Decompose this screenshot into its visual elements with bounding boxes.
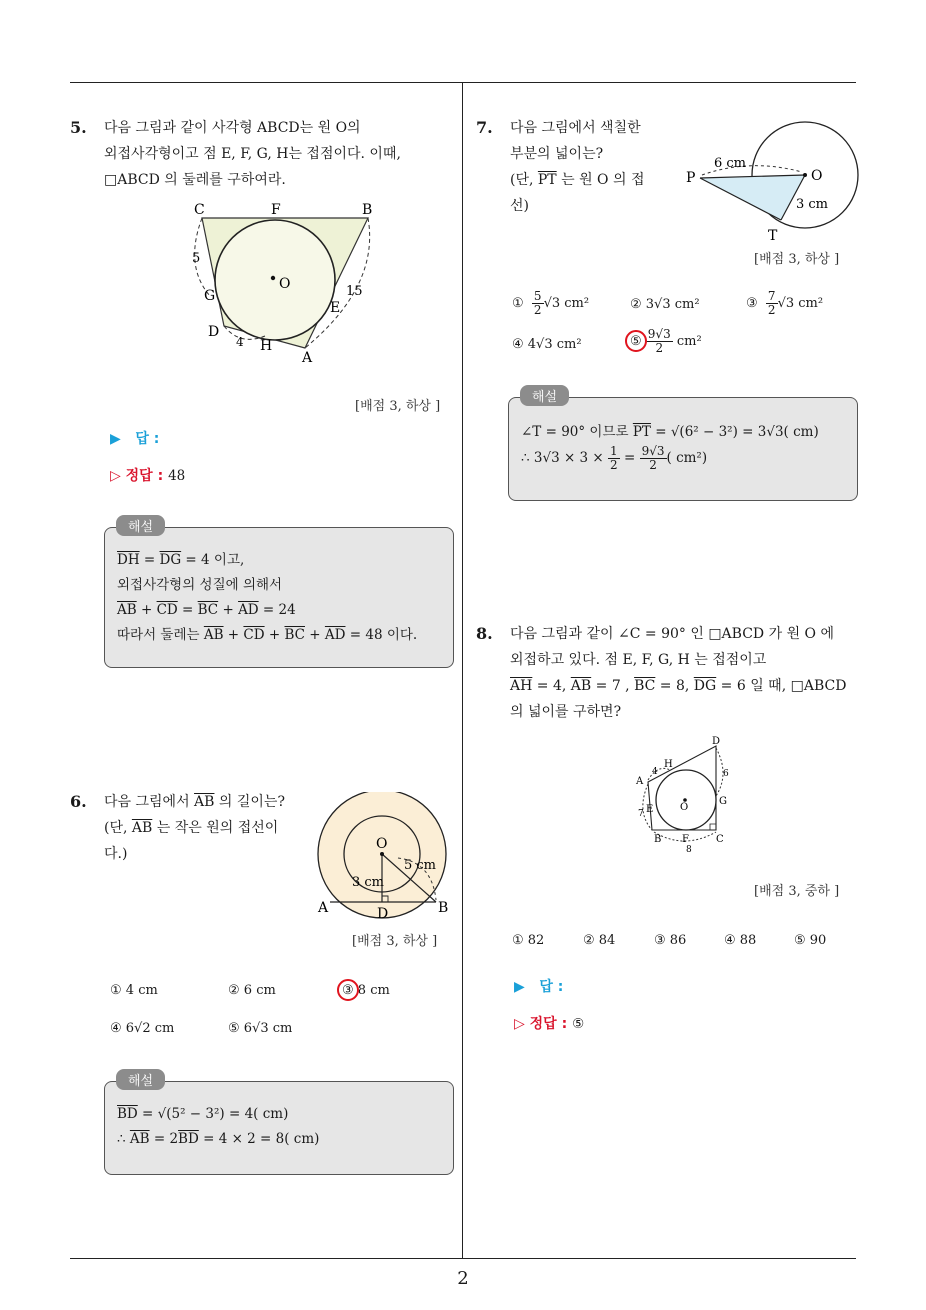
q8-label-h: H (664, 759, 673, 770)
den: 2 (655, 341, 664, 355)
q5-label-15: 15 (346, 284, 363, 299)
u: cm (268, 1021, 293, 1036)
q6-points: [배점 3, 하상 ] (352, 934, 438, 949)
q5-line-1: 다음 그림과 같이 사각형 ABCD는 원 O의 (104, 120, 361, 136)
fraction (640, 445, 667, 472)
q6-choice-3-value: 8 cm (357, 983, 390, 998)
q5-line-3: □ABCD 의 둘레를 구하여라. (104, 172, 286, 188)
fraction (532, 290, 544, 317)
q8-correct-text: 정답 : (529, 1016, 568, 1032)
q7-text (510, 115, 670, 219)
q5-answer-label (110, 428, 159, 448)
t: = √(6² − 3²) = 3√3( cm) (650, 424, 819, 440)
den: 2 (533, 303, 542, 317)
seg-ab: $\overline{AB}$ (570, 678, 592, 694)
q7-choice-2[interactable]: ② 3√3 cm² (630, 297, 700, 312)
seg-bc: $\overline{BC}$ (197, 602, 219, 618)
q7-choice-5-mark: ⑤ (630, 334, 642, 349)
q5-label-4: 4 (236, 335, 244, 349)
seg-ad: $\overline{AD}$ (324, 627, 346, 643)
q7-expl-line-2 (521, 445, 845, 472)
q8-choice-3[interactable]: ③ 86 (654, 933, 687, 948)
t: 는 작은 원의 접선이 (152, 820, 279, 836)
q5-expl-line-4 (117, 623, 441, 648)
q8-label-6: 6 (723, 769, 729, 779)
seg-ah: $\overline{AH}$ (510, 678, 533, 694)
q5-explanation-tag: 해설 (116, 515, 165, 536)
q6-label-b: B (438, 900, 449, 916)
seg-ab: $\overline{AB}$ (131, 820, 153, 836)
red-circle-mark-icon (630, 334, 642, 349)
den: 2 (649, 458, 657, 472)
fraction (646, 328, 673, 355)
seg-ab: $\overline{AB}$ (194, 794, 215, 810)
play-icon: ▶ (110, 431, 121, 447)
q8-label-c: C (716, 834, 724, 845)
q7-label-6cm: 6 cm (714, 156, 747, 171)
mark: ① (512, 296, 524, 311)
q5-center-dot (271, 276, 275, 280)
q5-points: [배점 3, 하상 ] (355, 399, 441, 414)
plus: + (136, 602, 157, 618)
q6-choice-3-mark: ③ (342, 983, 354, 998)
q5-label-a: A (302, 350, 313, 366)
q5-expl-line-3 (117, 598, 441, 623)
q6-expl-line-2 (117, 1127, 441, 1152)
seg-bc: $\overline{BC}$ (634, 678, 656, 694)
text: 따라서 둘레는 (117, 627, 204, 643)
q5-explanation-box (104, 527, 454, 668)
seg-dh: $\overline{DH}$ (117, 552, 140, 568)
q7-number: 7. (476, 118, 493, 137)
q5-expl-line-2: 외접사각형의 성질에 의해서 (117, 577, 283, 593)
q6-line-2 (104, 815, 304, 841)
t: ∠T = 90° 이므로 (521, 424, 633, 440)
q5-label-g: G (204, 288, 216, 304)
plus: + (305, 627, 325, 643)
v: ⑤ 6√3 (228, 1021, 269, 1036)
bottom-rule (70, 1258, 856, 1259)
q8-dashed-arc-right (716, 748, 723, 796)
q5-number: 5. (70, 118, 87, 137)
q7-label-t: T (768, 228, 778, 244)
q5-label-o: O (279, 276, 291, 292)
q5-label-e: E (330, 300, 341, 316)
seg-cd: $\overline{CD}$ (243, 627, 265, 643)
t: (단, (510, 172, 538, 188)
q6-choice-1[interactable]: ① 4 cm (110, 983, 158, 998)
num: 7 (767, 289, 776, 303)
t: (단, (104, 820, 132, 836)
eq-tail: = 48 이다. (345, 627, 418, 643)
triangle-outline-icon: ▷ (514, 1016, 525, 1032)
top-rule (70, 82, 856, 83)
q6-choice-2[interactable]: ② 6 cm (228, 983, 276, 998)
q8-label-o: O (680, 802, 689, 813)
t: 의 길이는? (214, 794, 285, 810)
q7-explanation-box (508, 397, 858, 501)
q5-correct-value: 48 (168, 468, 186, 484)
q6-center-dot (380, 852, 384, 856)
t: = (619, 450, 640, 466)
q8-text (510, 621, 860, 725)
q8-points: [배점 3, 중하 ] (754, 884, 840, 899)
q7-line-2: 부분의 넓이는? (510, 146, 604, 162)
t: = 8, (655, 678, 694, 694)
seg-ab: $\overline{AB}$ (117, 602, 137, 618)
seg-pt: $\overline{PT}$ (537, 172, 557, 188)
seg-pt: $\overline{PT}$ (632, 424, 651, 440)
eq: = (177, 602, 198, 618)
q5-label-c: C (194, 202, 205, 218)
plus: + (264, 627, 285, 643)
q7-line-4: 선) (510, 198, 529, 214)
seg-dg: $\overline{DG}$ (159, 552, 182, 568)
column-divider (462, 82, 463, 1258)
seg-ad: $\overline{AD}$ (238, 602, 259, 618)
q8-label-8: 8 (686, 845, 692, 855)
red-circle-stroke (625, 330, 647, 352)
q8-label-a: A (636, 776, 644, 787)
q8-number: 8. (476, 624, 493, 643)
v: ④ 6√2 (110, 1021, 151, 1036)
t: ∴ 3√3 × 3 × (521, 450, 609, 466)
fraction (608, 445, 620, 472)
q6-choice-5[interactable] (228, 1021, 292, 1036)
q6-label-a: A (318, 900, 329, 916)
den: 2 (610, 458, 618, 472)
q8-label-g: G (719, 796, 727, 807)
u: cm (150, 1021, 175, 1036)
q5-line-2: 외접사각형이고 점 E, F, G, H는 접점이다. 이때, (104, 146, 401, 162)
t: 는 원 O 의 접 (556, 172, 645, 188)
fraction (766, 290, 778, 317)
den: 2 (767, 303, 776, 317)
eq: = (139, 552, 160, 568)
seg-cd: $\overline{CD}$ (156, 602, 178, 618)
num: 9√3 (647, 327, 671, 341)
q8-label-4: 4 (652, 767, 658, 777)
q7-label-3cm: 3 cm (796, 197, 829, 212)
q7-points: [배점 3, 하상 ] (754, 252, 840, 267)
q7-choice-5[interactable] (630, 328, 702, 355)
rest: cm² (672, 334, 702, 349)
q8-choice-1[interactable]: ① 82 (512, 933, 545, 948)
q8-line-4: 의 넓이를 구하면? (510, 704, 622, 720)
q5-figure (180, 196, 390, 368)
seg-ab: $\overline{AB}$ (203, 627, 224, 643)
t: ( cm²) (666, 450, 708, 466)
q8-answer-label (514, 976, 563, 996)
q6-line-1 (104, 789, 304, 815)
q6-number: 6. (70, 792, 87, 811)
q6-text (104, 789, 304, 867)
q7-explanation-tag: 해설 (520, 385, 569, 406)
seg-bd: $\overline{BD}$ (178, 1131, 199, 1147)
q8-line-2: 외접하고 있다. 점 E, F, G, H 는 접점이고 (510, 652, 767, 668)
plus: + (223, 627, 244, 643)
t: 다음 그림에서 (104, 794, 195, 810)
q8-line-3 (510, 673, 860, 699)
q6-label-o: O (376, 836, 388, 852)
rest: √3 cm² (777, 296, 824, 311)
q8-correct-label (514, 1013, 584, 1033)
q8-label-7: 7 (638, 809, 644, 819)
t: = 7 , (591, 678, 635, 694)
t: ∴ (117, 1131, 130, 1147)
q5-answer-text: 답 : (135, 431, 160, 447)
q6-choice-3[interactable] (342, 983, 390, 998)
q7-choice-1[interactable] (512, 290, 589, 317)
q8-label-d: D (712, 736, 721, 747)
q8-correct-value: ⑤ (572, 1016, 585, 1032)
plus: + (218, 602, 239, 618)
t: = 2 (149, 1131, 179, 1147)
t: = 4, (532, 678, 571, 694)
q7-choice-4[interactable]: ④ 4√3 cm² (512, 337, 582, 352)
q5-inscribed-circle (215, 220, 335, 340)
q8-choice-4[interactable]: ④ 88 (724, 933, 757, 948)
triangle-outline-icon: ▷ (110, 468, 121, 484)
red-circle-stroke (337, 979, 359, 1001)
q6-label-d: D (377, 906, 389, 922)
q7-center-dot (803, 173, 807, 177)
eq-tail: = 24 (258, 602, 296, 618)
q5-correct-text: 정답 : (125, 468, 164, 484)
q8-label-b: B (654, 834, 662, 845)
q5-label-d: D (208, 324, 220, 340)
q6-explanation-tag: 해설 (116, 1069, 165, 1090)
page-number: 2 (457, 1268, 469, 1289)
t: = 6 일 때, □ABCD (716, 678, 847, 694)
num: 1 (610, 444, 618, 458)
t: = 4 × 2 = 8( cm) (198, 1131, 320, 1147)
q5-expl-line-1 (117, 548, 441, 573)
q5-label-f: F (271, 202, 281, 218)
q8-label-e: E (646, 804, 654, 815)
q7-line-1: 다음 그림에서 색칠한 (510, 120, 641, 136)
q5-label-5: 5 (192, 251, 201, 266)
seg-bc: $\overline{BC}$ (284, 627, 305, 643)
q5-label-b: B (362, 202, 373, 218)
q6-label-5cm: 5 cm (404, 858, 437, 873)
q8-figure (630, 734, 740, 856)
mark: ③ (746, 296, 758, 311)
q6-explanation-box (104, 1081, 454, 1175)
t: = √(5² − 3²) = 4( cm) (137, 1106, 289, 1122)
q8-choice-2[interactable]: ② 84 (583, 933, 616, 948)
q7-label-o: O (811, 168, 823, 184)
eq-tail: = 4 이고, (181, 552, 245, 568)
q6-choice-4[interactable] (110, 1021, 174, 1036)
q7-line-3 (510, 167, 670, 193)
q5-text (104, 115, 454, 193)
q6-label-3cm: 3 cm (352, 875, 385, 890)
play-icon: ▶ (514, 979, 525, 995)
rest: √3 cm² (543, 296, 590, 311)
q7-expl-line-1 (521, 420, 845, 445)
q5-label-h: H (260, 338, 273, 354)
q6-line-3: 다.) (104, 846, 128, 862)
red-circle-mark-icon (342, 983, 354, 998)
seg-ab: $\overline{AB}$ (129, 1131, 150, 1147)
q5-correct-label (110, 465, 185, 485)
num: 5 (533, 289, 542, 303)
q8-choice-5[interactable]: ⑤ 90 (794, 933, 827, 948)
num: 9√3 (641, 444, 665, 458)
seg-dg: $\overline{DG}$ (693, 678, 717, 694)
q7-figure (680, 120, 860, 244)
seg-bd: $\overline{BD}$ (117, 1106, 138, 1122)
q7-choice-3[interactable] (746, 290, 823, 317)
q7-label-p: P (686, 170, 696, 186)
q8-label-f: F (682, 834, 689, 845)
q6-expl-line-1 (117, 1102, 441, 1127)
q8-line-1: 다음 그림과 같이 ∠C = 90° 인 □ABCD 가 원 O 에 (510, 626, 835, 642)
q6-figure (312, 792, 462, 922)
q8-answer-text: 답 : (539, 979, 564, 995)
